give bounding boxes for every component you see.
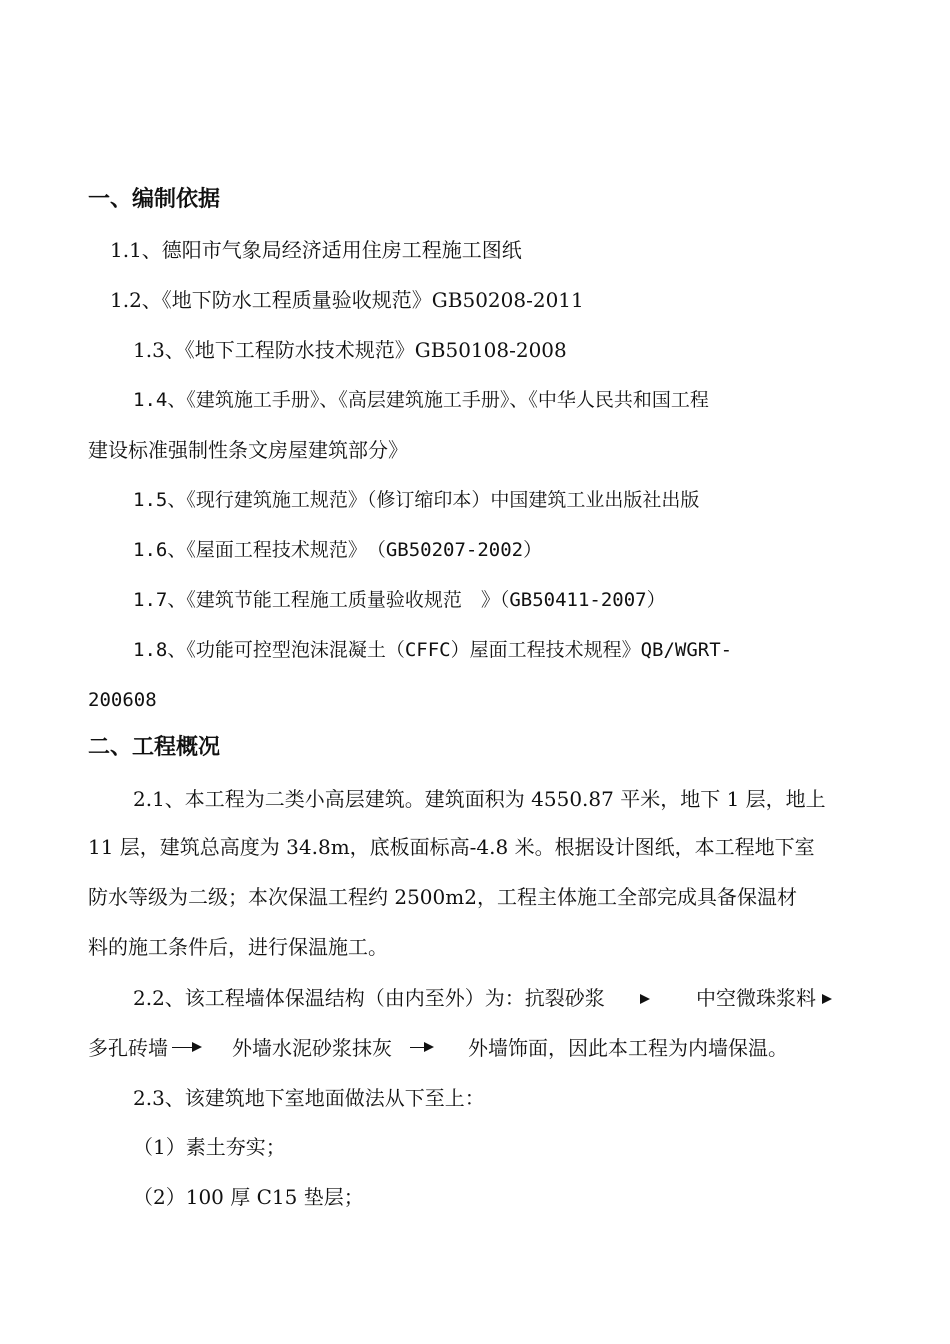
overview-2-1-line3: 防水等级为二级；本次保温工程约 2500m2，工程主体施工全部完成具备保温材 — [88, 885, 797, 909]
basis-item-1-4-line2: 建设标准强制性条文房屋建筑部分》 — [88, 438, 408, 462]
basis-item-1-5: 1.5、《现行建筑施工规范》（修订缩印本）中国建筑工业出版社出版 — [133, 489, 700, 511]
floor-step-2: （2）100 厚 C15 垫层； — [133, 1185, 364, 1209]
overview-2-2-layer4: 外墙水泥砂浆抹灰 — [232, 1036, 392, 1060]
basis-item-1-7: 1.7、《建筑节能工程施工质量验收规范 》（GB50411-2007） — [133, 589, 666, 611]
section-2-heading: 二、工程概况 — [88, 735, 221, 760]
overview-2-1-line2: 11 层，建筑总高度为 34.8m，底板面标高-4.8 米。根据设计图纸，本工程地下室 — [88, 835, 815, 859]
basis-item-1-8-line2: 200608 — [88, 689, 157, 711]
basis-item-1-8-line1: 1.8、《功能可控型泡沫混凝土（CFFC）屋面工程技术规程》QB/WGRT- — [133, 639, 733, 661]
section-1-heading: 一、编制依据 — [88, 187, 221, 212]
basis-item-1-1: 1.1、德阳市气象局经济适用住房工程施工图纸 — [110, 238, 522, 262]
overview-2-2-layer2: 中空微珠浆料 — [696, 986, 816, 1010]
floor-step-1: （1）素土夯实； — [133, 1135, 286, 1159]
arrow-right-icon — [190, 1040, 204, 1054]
arrow-right-icon — [820, 992, 834, 1006]
basis-item-1-2: 1.2、《地下防水工程质量验收规范》GB50208-2011 — [110, 288, 584, 312]
basis-item-1-4-line1: 1.4、《建筑施工手册》、《高层建筑施工手册》、《中华人民共和国工程 — [133, 389, 709, 411]
overview-2-1-line4: 料的施工条件后，进行保温施工。 — [88, 935, 388, 959]
arrow-right-icon — [422, 1040, 436, 1054]
overview-2-2-tail: 外墙饰面，因此本工程为内墙保温。 — [468, 1036, 788, 1060]
overview-2-1-line1: 2.1、本工程为二类小高层建筑。建筑面积为 4550.87 平米，地下 1 层，地上 — [133, 787, 826, 811]
overview-2-2-layer3: 多孔砖墙 — [88, 1036, 168, 1060]
overview-2-3: 2.3、该建筑地下室地面做法从下至上： — [133, 1086, 485, 1110]
overview-2-2-intro: 2.2、该工程墙体保温结构（由内至外）为：抗裂砂浆 — [133, 986, 605, 1010]
basis-item-1-6: 1.6、《屋面工程技术规范》 （GB50207-2002） — [133, 539, 543, 561]
basis-item-1-3: 1.3、《地下工程防水技术规范》GB50108-2008 — [133, 338, 567, 362]
arrow-right-icon — [638, 992, 652, 1006]
